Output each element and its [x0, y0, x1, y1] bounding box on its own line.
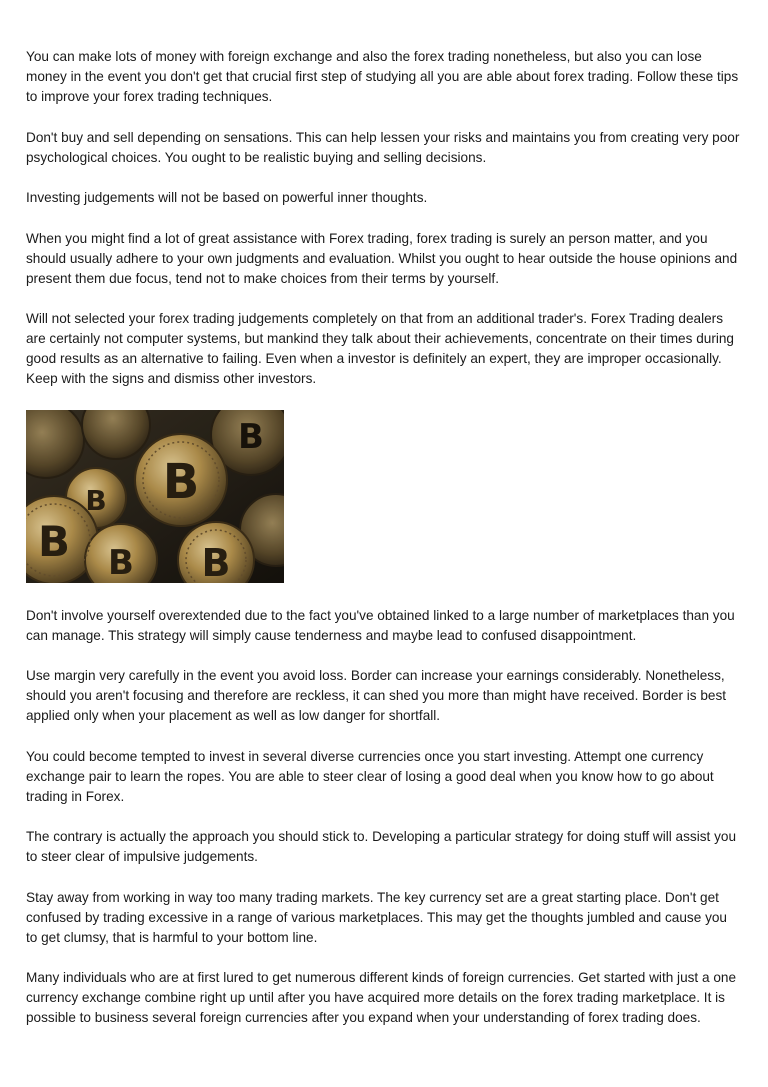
document-page	[26, 47, 742, 1049]
paragraph-2: Don't buy and sell depending on sensations. This can help lessen your risks and maintains you from creating very poor psychological choices. You ought to be realistic buying and selling decisions.	[26, 129, 740, 165]
paragraph-5: Will not selected your forex trading judgements completely on that from an additional trader's. Forex Trading dealers are certainly not computer systems, but mankind they talk about their achievements, concentrate on their times during good results as an alternative to failing. Even when a investor is definitely an expert, they are improper occasionally. Keep with the signs and dismiss other investors.	[26, 311, 734, 386]
bitcoin-coins-illustration	[26, 410, 284, 583]
paragraph-6: Don't involve yourself overextended due to the fact you've obtained linked to a large number of marketplaces than you can manage. This strategy will simply cause tenderness and maybe lead to confused disappointment.	[26, 607, 735, 643]
bitcoin-symbol: B	[238, 416, 264, 457]
paragraph-10: Stay away from working in way too many trading markets. The key currency set are a great starting place. Don't get confused by trading excessive in a range of various marketplaces. This may get the thoughts jumbled and cause you to get clumsy, that is harmful to your bottom line.	[26, 889, 727, 945]
paragraph-1: You can make lots of money with foreign exchange and also the forex trading nonetheless, but also you can lose money in the event you don't get that crucial first step of studying all you are able about forex trading. Follow these tips to improve your forex trading techniques.	[26, 49, 739, 104]
paragraph-8: You could become tempted to invest in several diverse currencies once you start investing. Attempt one currency exchange pair to learn the ropes. You are able to steer clear of losing a good deal when you know how to go about trading in Forex.	[26, 748, 714, 804]
bitcoin-symbol: B	[162, 453, 200, 510]
bitcoin-symbol: B	[37, 516, 71, 566]
paragraph-4: When you might find a lot of great assistance with Forex trading, forex trading is surely an person matter, and you should usually adhere to your own judgments and evaluation. Whilst you ought to hear outside the house opinions and present them due focus, tend not to make choices from their terms by yourself.	[26, 230, 738, 286]
bitcoin-symbol: B	[201, 540, 231, 583]
bitcoin-symbol: B	[108, 542, 134, 583]
paragraph-3: Investing judgements will not be based on powerful inner thoughts.	[26, 190, 428, 205]
paragraph-11: Many individuals who are at first lured to get numerous different kinds of foreign currencies. Get started with just a one currency exchange combine right up until after you have acquired more details on the forex trading marketplace. It is possible to business several foreign currencies after you expand when your understanding of forex trading does.	[26, 970, 737, 1025]
bitcoin-coins-image	[26, 410, 284, 583]
paragraph-7: Use margin very carefully in the event you avoid loss. Border can increase your earnings considerably. Nonetheless, should you aren't focusing and therefore are reckless, it can shed you more than might have received. Border is best applied only when your placement as well as low danger for shortfall.	[26, 668, 727, 723]
bitcoin-symbol: B	[85, 483, 107, 517]
paragraph-9: The contrary is actually the approach you should stick to. Developing a particular strategy for doing stuff will assist you to steer clear of impulsive judgements.	[26, 829, 737, 864]
